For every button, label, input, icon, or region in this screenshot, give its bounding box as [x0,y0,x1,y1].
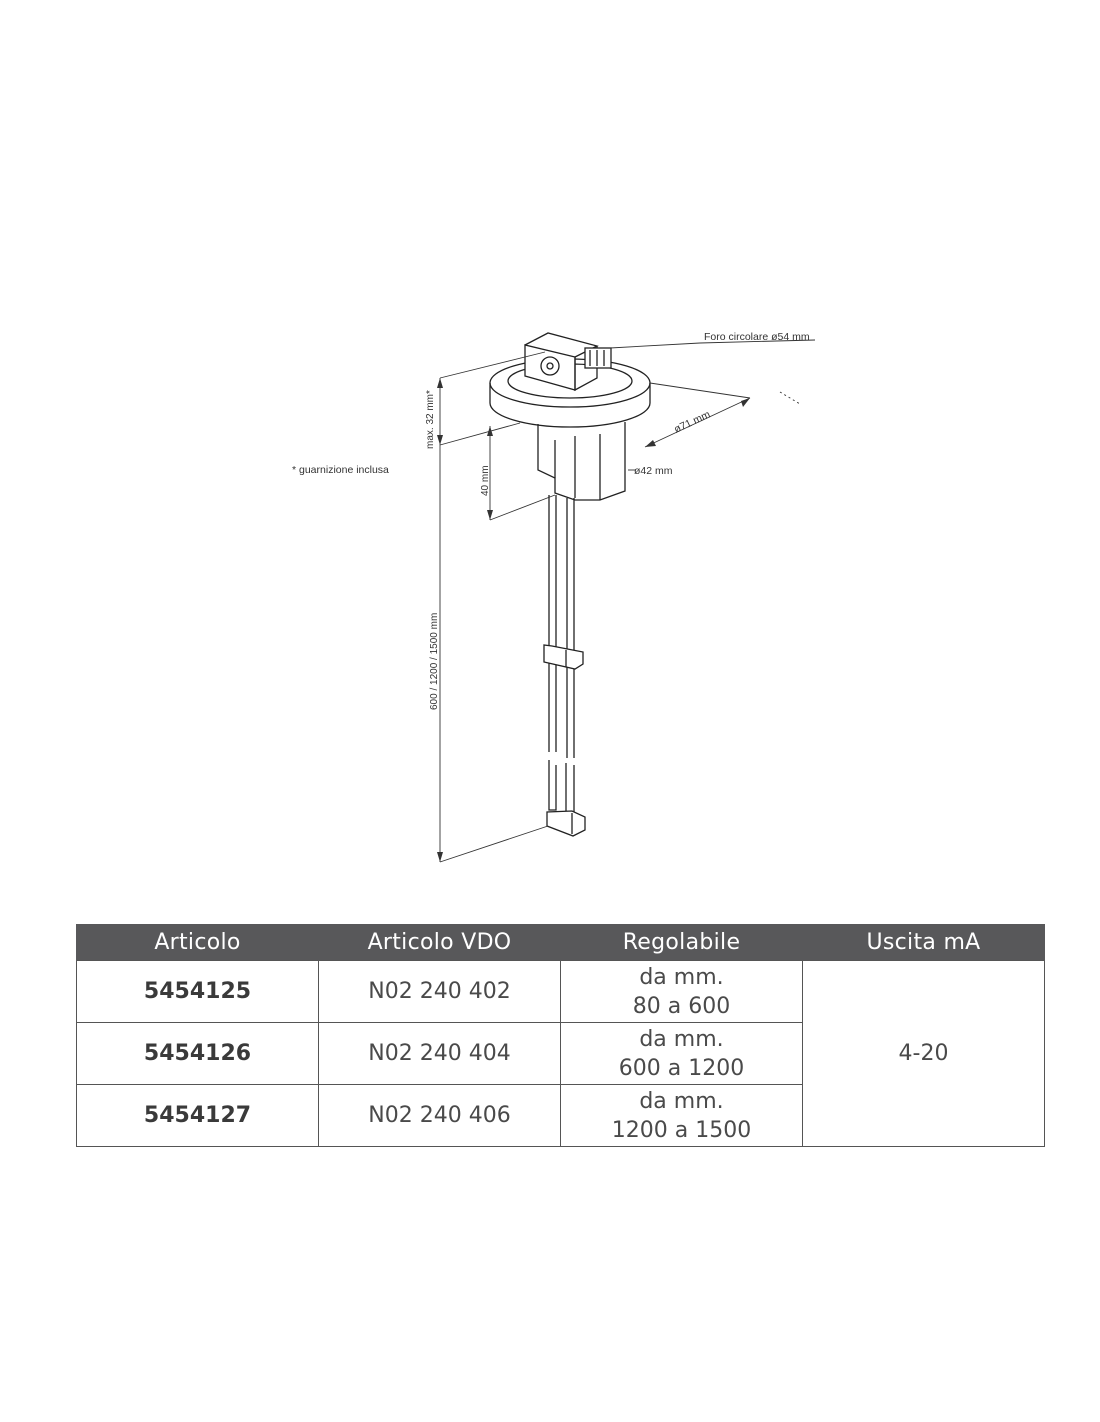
adjustable-range [561,1085,803,1147]
flange-height-label: max. 32 mm* [425,390,436,449]
range-line-1: da mm. [639,1026,724,1052]
header-regolabile: Regolabile [561,924,803,961]
range-line-2: 80 a 600 [632,993,731,1019]
article-code: 5454127 [77,1085,319,1147]
range-line-2: 1200 a 1500 [611,1117,752,1143]
header-articolo-vdo: Articolo VDO [319,924,561,961]
header-uscita: Uscita mA [803,924,1045,961]
output-ma: 4-20 [803,961,1045,1147]
article-code: 5454125 [77,961,319,1023]
vdo-code: N02 240 406 [319,1085,561,1147]
flange-diameter-label: ø71 mm [672,408,713,436]
header-articolo: Articolo [77,924,319,961]
product-spec-table [76,924,1045,1147]
vdo-code: N02 240 404 [319,1023,561,1085]
range-line-1: da mm. [639,1088,724,1114]
table-row [77,961,1045,1023]
probe-lengths-label: 600 / 1200 / 1500 mm [429,612,440,710]
body-height-label: 40 mm [480,465,491,496]
body-diameter-label: ø42 mm [634,465,673,477]
gasket-note: * guarnizione inclusa [292,464,389,476]
hole-label: Foro circolare ø54 mm [704,331,810,343]
article-code: 5454126 [77,1023,319,1085]
range-line-1: da mm. [639,964,724,990]
sensor-technical-drawing [0,300,1100,880]
adjustable-range [561,961,803,1023]
adjustable-range [561,1023,803,1085]
vdo-code: N02 240 402 [319,961,561,1023]
table-header-row [77,924,1045,961]
range-line-2: 600 a 1200 [618,1055,745,1081]
